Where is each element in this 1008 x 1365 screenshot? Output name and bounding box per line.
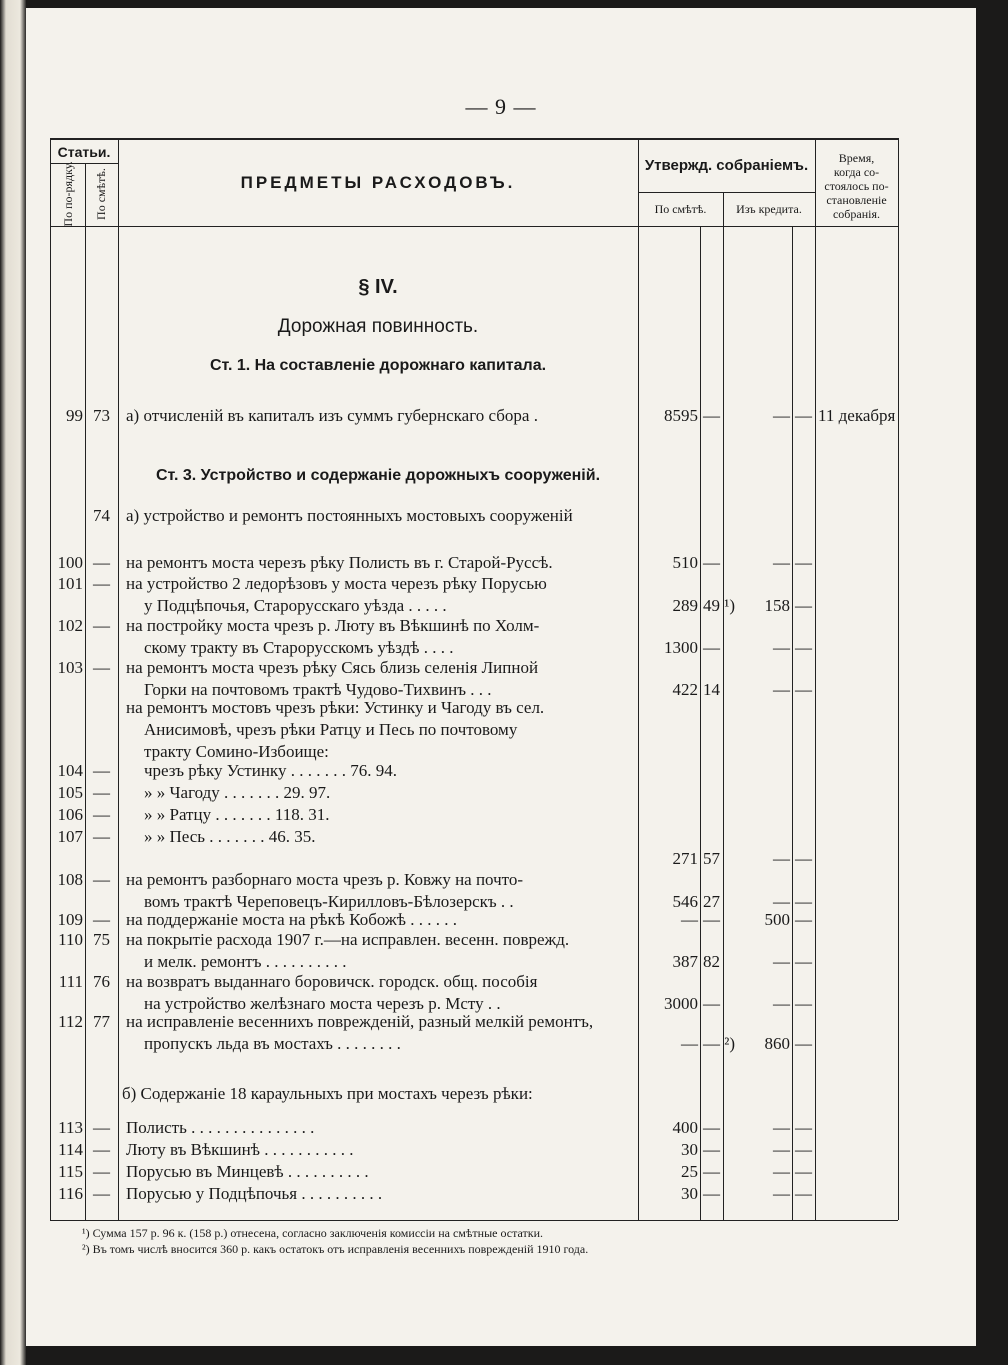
- header-time-line: стоялось по-: [824, 179, 889, 193]
- row-text-line: на ремонтъ моста черезъ рѣку Полисть въ г. Старой-Руссѣ.: [126, 553, 553, 572]
- amount-kopecks: —: [703, 1140, 720, 1159]
- col-rule-kop2: [792, 226, 793, 1220]
- previous-page-edge: [0, 0, 26, 1365]
- credit-kopecks: —: [795, 994, 812, 1013]
- row-number: 100: [57, 553, 83, 572]
- credit-rubles: —: [773, 1162, 790, 1181]
- credit-rubles: 500: [764, 910, 790, 929]
- amount-rubles: 387: [672, 952, 698, 971]
- row-text-line: а) отчисленій въ капиталъ изъ суммъ губернскаго сбора .: [126, 406, 538, 425]
- row-number: 106: [57, 805, 83, 824]
- credit-kopecks: —: [795, 553, 812, 572]
- col-rule-left: [50, 138, 51, 1220]
- credit-rubles: —: [773, 406, 790, 425]
- row-estimate-number: 73: [93, 406, 110, 425]
- amount-rubles: 546: [672, 892, 698, 911]
- header-approved: Утвержд. собраніемъ.: [644, 157, 809, 174]
- amount-kopecks: 14: [703, 680, 720, 699]
- header-time-line: когда со-: [833, 165, 880, 179]
- row-text-line: Порусью у Подцѣпочья . . . . . . . . . .: [126, 1184, 383, 1203]
- header-bottom-rule: [50, 226, 898, 227]
- row-number: 112: [58, 1012, 83, 1031]
- header-time-line: становленіе: [826, 193, 887, 207]
- col-rule-3: [638, 138, 639, 1220]
- credit-rubles: 860: [764, 1034, 790, 1053]
- row-number: 113: [58, 1118, 83, 1137]
- credit-kopecks: —: [795, 1162, 812, 1181]
- amount-kopecks: —: [703, 638, 720, 657]
- row-number: 114: [58, 1140, 83, 1159]
- row-heading: Ст. 3. Устройство и содержаніе дорожныхъ сооруженій.: [155, 467, 601, 484]
- row-number: 109: [57, 910, 83, 929]
- header-statyi: Статьи.: [57, 144, 111, 160]
- credit-kopecks: —: [795, 1118, 812, 1137]
- section-st1: Ст. 1. На составленіе дорожнаго капитала.: [209, 357, 547, 374]
- credit-rubles: —: [773, 1118, 790, 1137]
- credit-kopecks: —: [795, 1140, 812, 1159]
- row-text-line: а) устройство и ремонтъ постоянныхъ мостовыхъ сооруженій: [126, 506, 573, 525]
- row-text-line: на постройку моста чрезъ р. Люту въ Вѣкшинѣ по Холм-: [126, 616, 540, 635]
- row-estimate-number: —: [93, 658, 110, 677]
- row-estimate-number: —: [93, 910, 110, 929]
- credit-rubles: —: [773, 892, 790, 911]
- row-estimate-number: —: [93, 1118, 110, 1137]
- row-text-line: Анисимовѣ, чрезъ рѣки Ратцу и Песь по почтовому: [144, 720, 518, 739]
- amount-rubles: 30: [681, 1184, 698, 1203]
- meeting-date: 11 декабря: [818, 406, 896, 425]
- row-estimate-number: 77: [93, 1012, 110, 1031]
- credit-rubles: —: [773, 952, 790, 971]
- amount-kopecks: —: [703, 406, 720, 425]
- row-estimate-number: —: [93, 1184, 110, 1203]
- row-text-line: на ремонтъ моста чрезъ рѣку Сясь близь селенія Липной: [126, 658, 539, 677]
- amount-rubles: 1300: [664, 638, 698, 657]
- row-number: 107: [57, 827, 83, 846]
- credit-rubles: 158: [764, 596, 790, 615]
- amount-rubles: 3000: [664, 994, 698, 1013]
- row-text-line: Горки на почтовомъ трактѣ Чудово-Тихвинъ . . .: [144, 680, 492, 699]
- row-estimate-number: —: [93, 783, 110, 802]
- amount-rubles: 271: [672, 849, 698, 868]
- row-number: 110: [58, 930, 83, 949]
- row-text-line: пропускъ льда въ мостахъ . . . . . . . .: [144, 1034, 401, 1053]
- col-rule-2: [118, 138, 119, 1220]
- row-number: 108: [57, 870, 83, 889]
- credit-kopecks: —: [795, 596, 812, 615]
- row-text-line: Порусью въ Минцевѣ . . . . . . . . . .: [126, 1162, 369, 1181]
- col-rule-1: [85, 163, 86, 1220]
- amount-kopecks: —: [703, 553, 720, 572]
- row-text-line: » » Ратцу . . . . . . . 118. 31.: [144, 805, 330, 824]
- credit-kopecks: —: [795, 1034, 812, 1053]
- row-text-line: чрезъ рѣку Устинку . . . . . . . 76. 94.: [144, 761, 397, 780]
- row-estimate-number: —: [93, 1140, 110, 1159]
- amount-rubles: 30: [681, 1140, 698, 1159]
- amount-kopecks: —: [703, 910, 720, 929]
- section-title: § IV.: [358, 276, 398, 298]
- row-text-line: у Подцѣпочья, Старорусскаго уѣзда . . . . .: [144, 596, 447, 615]
- row-estimate-number: 75: [93, 930, 110, 949]
- col-rule-5: [815, 138, 816, 1220]
- credit-rubles: —: [773, 1140, 790, 1159]
- credit-rubles: —: [773, 1184, 790, 1203]
- section-subtitle: Дорожная повинность.: [277, 316, 479, 337]
- credit-kopecks: —: [795, 406, 812, 425]
- row-text-line: на исправленіе весеннихъ поврежденій, разный мелкій ремонтъ,: [126, 1012, 594, 1031]
- row-subheading: б) Содержаніе 18 караульныхъ при мостахъ черезъ рѣки:: [122, 1084, 533, 1103]
- row-number: 116: [58, 1184, 83, 1203]
- row-estimate-number: —: [93, 761, 110, 780]
- credit-kopecks: —: [795, 1184, 812, 1203]
- amount-rubles: 400: [672, 1118, 698, 1137]
- row-number: 105: [57, 783, 83, 802]
- header-time: [815, 151, 898, 221]
- header-subjects: ПРЕДМЕТЫ РАСХОДОВЪ.: [240, 173, 516, 192]
- row-number: 101: [57, 574, 83, 593]
- amount-rubles: 8595: [664, 406, 698, 425]
- credit-rubles: —: [773, 638, 790, 657]
- row-text-line: на покрытіе расхода 1907 г.—на исправлен. весенн. поврежд.: [126, 930, 570, 949]
- amount-rubles: 422: [672, 680, 698, 699]
- amount-rubles: —: [681, 910, 698, 929]
- row-estimate-number: 76: [93, 972, 110, 991]
- credit-kopecks: —: [795, 910, 812, 929]
- row-text-line: и мелк. ремонтъ . . . . . . . . . .: [144, 952, 347, 971]
- document-page: [26, 8, 976, 1346]
- row-estimate-number: —: [93, 574, 110, 593]
- col-rule-4: [723, 192, 724, 1220]
- row-text-line: вомъ трактѣ Череповецъ-Кирилловъ-Бѣлозерскъ . .: [144, 892, 514, 911]
- approved-rule: [638, 192, 815, 193]
- col-rule-kop1: [700, 226, 701, 1220]
- row-number: 102: [57, 616, 83, 635]
- header-by-estimate: По смѣтѣ.: [654, 202, 707, 216]
- row-estimate-number: 74: [93, 506, 110, 525]
- row-number: 111: [58, 972, 83, 991]
- row-number: 103: [57, 658, 83, 677]
- row-estimate-number: —: [93, 553, 110, 572]
- row-text-line: Люту въ Вѣкшинѣ . . . . . . . . . . .: [126, 1140, 354, 1159]
- credit-kopecks: —: [795, 952, 812, 971]
- row-number: 99: [66, 406, 83, 425]
- amount-kopecks: 49 ¹): [703, 596, 736, 615]
- row-estimate-number: —: [93, 827, 110, 846]
- row-text-line: на возвратъ выданнаго боровичск. городск. общ. пособія: [126, 972, 538, 991]
- credit-rubles: —: [773, 680, 790, 699]
- header-po-smete: По смѣтѣ.: [94, 168, 108, 220]
- credit-rubles: —: [773, 994, 790, 1013]
- amount-rubles: 289: [672, 596, 698, 615]
- header-from-credit: Изъ кредита.: [736, 202, 802, 216]
- row-estimate-number: —: [93, 616, 110, 635]
- row-number: 104: [57, 761, 83, 780]
- amount-kopecks: 57: [703, 849, 720, 868]
- row-estimate-number: —: [93, 870, 110, 889]
- page-number: — 9 —: [465, 94, 537, 119]
- amount-rubles: 25: [681, 1162, 698, 1181]
- row-text-line: на поддержаніе моста на рѣкѣ Кобожѣ . . . . . .: [126, 910, 457, 929]
- row-text-line: Полисть . . . . . . . . . . . . . . .: [126, 1118, 315, 1137]
- row-text-line: на ремонтъ мостовъ чрезъ рѣки: Устинку и Чагоду въ сел.: [126, 698, 545, 717]
- amount-kopecks: 82: [703, 952, 720, 971]
- row-text-line: » » Чагоду . . . . . . . 29. 97.: [144, 783, 331, 802]
- row-text-line: » » Песь . . . . . . . 46. 35.: [144, 827, 316, 846]
- credit-rubles: —: [773, 553, 790, 572]
- footnote: ²) Въ томъ числѣ вносится 360 р. какъ остатокъ отъ исправленія весеннихъ поврежденій 1910 года.: [82, 1242, 589, 1256]
- table-top-rule: [50, 138, 898, 140]
- amount-rubles: 510: [672, 553, 698, 572]
- row-text-line: на ремонтъ разборнаго моста чрезъ р. Ковжу на почто-: [126, 870, 524, 889]
- header-time-line: собранія.: [832, 207, 881, 221]
- amount-kopecks: —: [703, 994, 720, 1013]
- header-po-poryadku: По по-рядку.: [61, 161, 75, 227]
- row-text-line: на устройство желѣзнаго моста черезъ р. Мсту . .: [144, 994, 501, 1013]
- amount-rubles: —: [681, 1034, 698, 1053]
- credit-kopecks: —: [795, 849, 812, 868]
- credit-rubles: —: [773, 849, 790, 868]
- amount-kopecks: —: [703, 1118, 720, 1137]
- row-text-line: тракту Сомино-Избоище:: [144, 742, 329, 761]
- amount-kopecks: —: [703, 1184, 720, 1203]
- credit-kopecks: —: [795, 892, 812, 911]
- header-time-line: Время,: [838, 151, 875, 165]
- credit-kopecks: —: [795, 680, 812, 699]
- table-bottom-rule: [50, 1220, 898, 1221]
- amount-kopecks: —: [703, 1162, 720, 1181]
- footnote: ¹) Сумма 157 р. 96 к. (158 р.) отнесена, согласно заключенія комиссіи на смѣтные остатки.: [82, 1226, 543, 1240]
- row-estimate-number: —: [93, 1162, 110, 1181]
- amount-kopecks: — ²): [703, 1034, 736, 1053]
- credit-kopecks: —: [795, 638, 812, 657]
- row-estimate-number: —: [93, 805, 110, 824]
- amount-kopecks: 27: [703, 892, 720, 911]
- row-text-line: на устройство 2 ледорѣзовъ у моста черезъ рѣку Порусью: [126, 574, 547, 593]
- col-rule-right: [898, 138, 899, 1220]
- row-text-line: скому тракту въ Старорусскомъ уѣздѣ . . . .: [144, 638, 454, 657]
- row-number: 115: [58, 1162, 83, 1181]
